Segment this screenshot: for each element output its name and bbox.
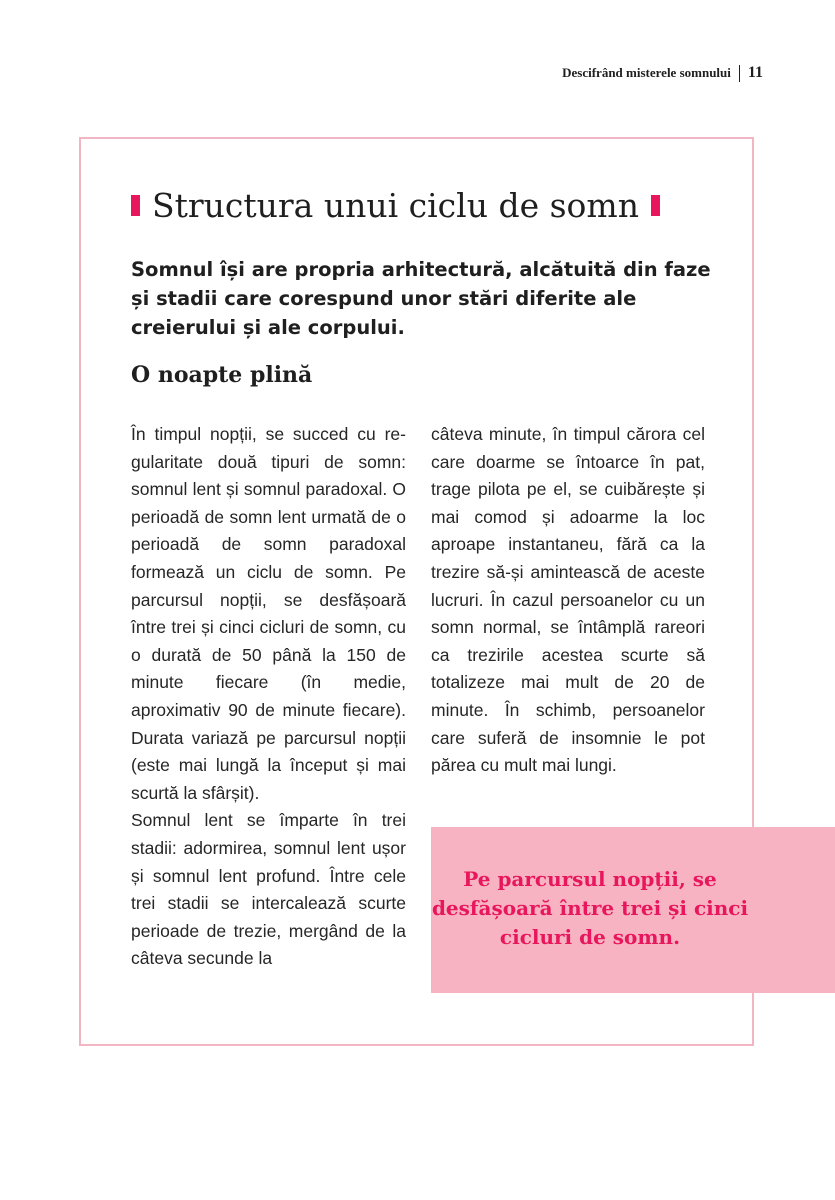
lead-paragraph: Somnul își are propria arhitectură, alcătuită din faze și stadii care corespund unor stări diferite ale creierului și ale corpului. [131,258,711,339]
body-paragraph: câteva minute, în timpul cărora cel care doarme se întoarce în pat, trage pilota pe el, se cuibărește și mai comod și adoarme la loc aproape instantaneu, fără ca la trezire să-și amintească de aceste lucruri. În cazul persoanelor cu un somn normal, se întâmplă rareori ca trezirile acestea scurte să totalizeze mai mult de 20 de minute. În schimb, persoanelor care suferă de insomnie le pot părea cu mult mai lungi. [431,424,705,776]
page-title: Structura unui ciclu de somn [152,186,639,225]
header-divider [739,65,740,82]
title-marker-right [651,195,660,216]
section-heading: O noapte plină [131,362,313,388]
title-block [131,186,660,225]
book-title: Descifrând misterele somnului [562,65,731,80]
column-right [431,421,705,780]
running-header [562,64,763,82]
body-paragraph: În timpul nopții, se succed cu regularitate două tipuri de somn: somnul lent și somnul paradoxal. O perioadă de somn lent urmată de o perioadă de somn paradoxal formează un ciclu de somn. Pe parcursul nopții, se desfășoară între trei și cinci cicluri de somn, cu o durată de 50 până la 150 de minute fiecare (în medie, aproximativ 90 de minute fiecare). Durata variază pe parcursul nopții (este mai lungă la început și mai scurtă la sfârșit). [131,424,406,803]
title-marker-left [131,195,140,216]
pull-quote-text: Pe parcursul nopții, se desfășoară între trei și cinci cicluri de somn. [431,867,749,949]
body-paragraph: Somnul lent se împarte în trei stadii: adormirea, somnul lent ușor și somnul lent profund. Între cele trei stadii se intercalează scurte perioade de trezie, mergând de la câteva secunde la [131,810,406,969]
page-number: 11 [747,64,763,81]
column-left [131,421,406,973]
pull-quote-box [431,827,835,993]
